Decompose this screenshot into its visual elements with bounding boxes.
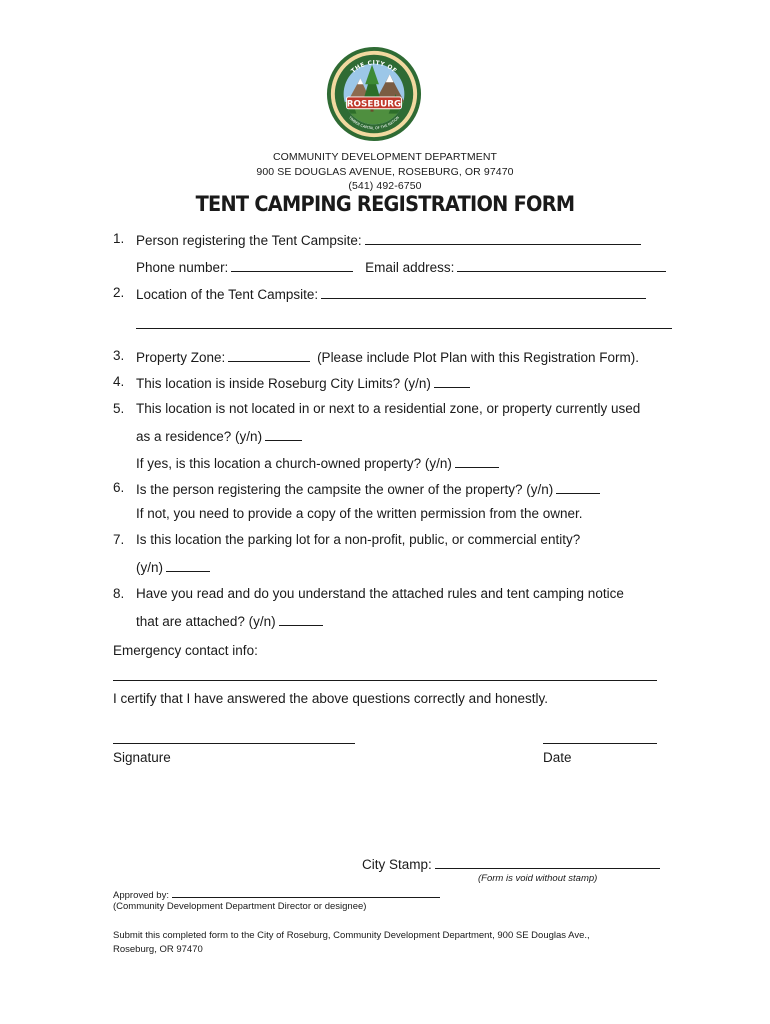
seal-top-text: THE CITY OF <box>350 60 398 75</box>
department-name: COMMUNITY DEVELOPMENT DEPARTMENT <box>272 151 498 163</box>
parking-lot-field[interactable] <box>166 558 210 572</box>
registrant-name-field[interactable] <box>365 231 641 245</box>
location-field[interactable] <box>321 285 646 299</box>
submit-instructions-line-1: Submit this completed form to the City of Roseburg, Community Development Department, 900 SE Douglas Ave., <box>113 930 590 941</box>
q5-line2-row <box>136 427 302 444</box>
q7-number: 7. <box>113 532 125 547</box>
approved-sub: (Community Development Department Director or designee) <box>113 901 367 912</box>
q2-number: 2. <box>113 285 125 300</box>
signature-field[interactable] <box>113 743 355 744</box>
q8-line2: that are attached? (y/n) <box>136 614 276 629</box>
city-stamp-field[interactable] <box>435 855 660 869</box>
signature-label: Signature <box>113 750 171 765</box>
city-limits-field[interactable] <box>434 374 470 388</box>
department-address: 900 SE DOUGLAS AVENUE, ROSEBURG, OR 97470 <box>256 166 514 178</box>
q6-line2: If not, you need to provide a copy of the written permission from the owner. <box>136 506 583 521</box>
email-field[interactable] <box>457 258 666 272</box>
q1-contact-row <box>136 258 666 275</box>
location-field-line-2[interactable] <box>136 328 672 329</box>
city-seal-logo <box>325 45 423 143</box>
q6-number: 6. <box>113 480 125 495</box>
q7-line2: (y/n) <box>136 560 163 575</box>
q1-number: 1. <box>113 231 125 246</box>
q1-row <box>136 231 641 248</box>
city-stamp-label: City Stamp: <box>362 857 432 872</box>
q2-label: Location of the Tent Campsite: <box>136 287 319 302</box>
date-field[interactable] <box>543 743 657 744</box>
q8-line2-row <box>136 612 323 629</box>
q5-line3: If yes, is this location a church-owned property? (y/n) <box>136 456 452 471</box>
seal-bottom-text: TIMBER CAPITAL OF THE NATION <box>347 115 401 131</box>
approved-row <box>113 887 440 901</box>
city-stamp-row <box>362 855 660 872</box>
emergency-contact-field[interactable] <box>113 680 657 681</box>
form-title: TENT CAMPING REGISTRATION FORM <box>195 192 575 216</box>
rules-read-field[interactable] <box>279 612 323 626</box>
q7-line2-row <box>136 558 210 575</box>
q4-row <box>136 374 470 391</box>
q5-line3-row <box>136 454 499 471</box>
owner-field[interactable] <box>556 480 600 494</box>
property-zone-field[interactable] <box>228 348 310 362</box>
approved-by-field[interactable] <box>172 887 440 898</box>
q4-number: 4. <box>113 374 125 389</box>
q7-line1: Is this location the parking lot for a non-profit, public, or commercial entity? <box>136 532 581 547</box>
phone-label: Phone number: <box>136 260 229 275</box>
q5-number: 5. <box>113 401 125 416</box>
q2-row <box>136 285 646 302</box>
date-label: Date <box>543 750 572 765</box>
email-label: Email address: <box>365 260 455 275</box>
q3-number: 3. <box>113 348 125 363</box>
seal-name: ROSEBURG <box>346 99 402 110</box>
submit-instructions-line-2: Roseburg, OR 97470 <box>113 944 203 955</box>
phone-field[interactable] <box>231 258 353 272</box>
q3-label: Property Zone: <box>136 350 226 365</box>
q6-line1: Is the person registering the campsite the owner of the property? (y/n) <box>136 482 554 497</box>
q1-label: Person registering the Tent Campsite: <box>136 233 362 248</box>
q5-line2: as a residence? (y/n) <box>136 429 263 444</box>
department-phone: (541) 492-6750 <box>348 180 422 192</box>
q5-line1: This location is not located in or next to a residential zone, or property currently used <box>136 401 641 416</box>
q8-line1: Have you read and do you understand the attached rules and tent camping notice <box>136 586 624 601</box>
emergency-contact-label: Emergency contact info: <box>113 643 258 658</box>
q3-row <box>136 348 639 365</box>
void-note: (Form is void without stamp) <box>478 873 598 884</box>
approved-label: Approved by: <box>113 890 169 901</box>
certify-statement: I certify that I have answered the above questions correctly and honestly. <box>113 691 548 706</box>
q8-number: 8. <box>113 586 125 601</box>
q6-line1-row <box>136 480 600 497</box>
q4-label: This location is inside Roseburg City Limits? (y/n) <box>136 376 431 391</box>
q3-note: (Please include Plot Plan with this Registration Form). <box>317 350 639 365</box>
residential-zone-field[interactable] <box>265 427 302 441</box>
church-owned-field[interactable] <box>455 454 499 468</box>
